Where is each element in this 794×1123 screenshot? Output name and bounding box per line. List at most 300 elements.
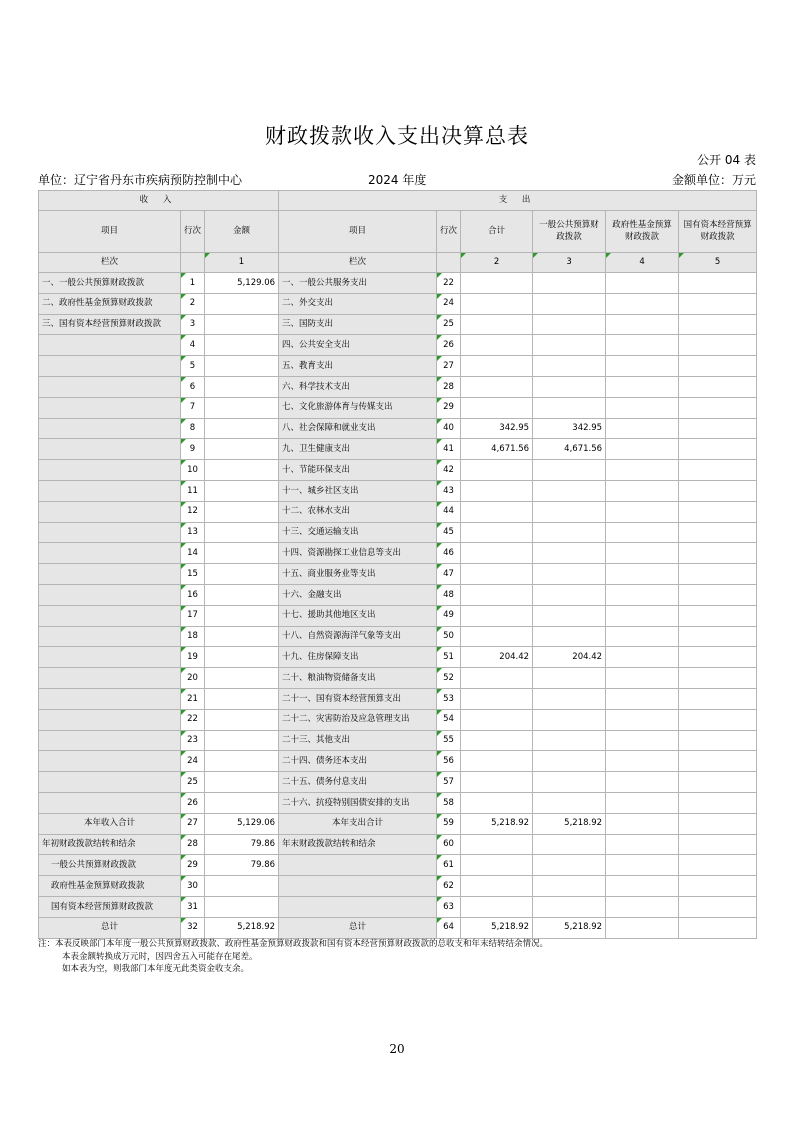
expense-gov-fund	[606, 730, 679, 751]
income-amount: 79.86	[205, 834, 279, 855]
col-income-line-no: 行次	[181, 211, 205, 253]
income-line-no: 26	[181, 792, 205, 813]
table-row	[39, 314, 757, 335]
income-amount	[205, 314, 279, 335]
expense-line-no: 53	[437, 688, 461, 709]
col-state-capital: 国有资本经营预算财政拨款	[679, 211, 757, 253]
table-row	[39, 730, 757, 751]
expense-total: 5,218.92	[461, 917, 533, 938]
table-row	[39, 543, 757, 564]
income-item	[39, 543, 181, 564]
table-row	[39, 626, 757, 647]
budget-table	[38, 190, 757, 939]
income-amount: 79.86	[205, 855, 279, 876]
income-amount	[205, 584, 279, 605]
expense-general	[533, 834, 606, 855]
expense-total	[461, 293, 533, 314]
expense-general	[533, 564, 606, 585]
income-line-no: 16	[181, 584, 205, 605]
expense-state-capital	[679, 668, 757, 689]
income-line-no: 15	[181, 564, 205, 585]
expense-general: 5,218.92	[533, 917, 606, 938]
income-item	[39, 647, 181, 668]
expense-general	[533, 273, 606, 294]
income-line-no: 7	[181, 397, 205, 418]
expense-total	[461, 896, 533, 917]
expense-gov-fund	[606, 543, 679, 564]
col-number: 3	[533, 253, 606, 273]
income-amount	[205, 896, 279, 917]
income-item: 总计	[39, 917, 181, 938]
expense-gov-fund	[606, 668, 679, 689]
table-row	[39, 460, 757, 481]
income-line-no: 21	[181, 688, 205, 709]
expense-item: 七、文化旅游体育与传媒支出	[279, 397, 437, 418]
expense-state-capital	[679, 439, 757, 460]
income-header: 收 入	[39, 191, 279, 211]
expense-state-capital	[679, 418, 757, 439]
expense-item	[279, 855, 437, 876]
expense-gov-fund	[606, 418, 679, 439]
income-item	[39, 584, 181, 605]
expense-general	[533, 668, 606, 689]
income-amount	[205, 397, 279, 418]
expense-line-no: 44	[437, 501, 461, 522]
income-item	[39, 792, 181, 813]
expense-line-no: 51	[437, 647, 461, 668]
expense-gov-fund	[606, 356, 679, 377]
income-line-no: 30	[181, 876, 205, 897]
income-line-no: 27	[181, 813, 205, 834]
table-row	[39, 522, 757, 543]
income-item	[39, 709, 181, 730]
col-number: 栏次	[39, 253, 181, 273]
income-amount	[205, 564, 279, 585]
income-line-no: 8	[181, 418, 205, 439]
note-line: 本表金额转换成万元时，因四舍五入可能存在尾差。	[62, 951, 258, 962]
expense-line-no: 27	[437, 356, 461, 377]
expense-total	[461, 501, 533, 522]
expense-item: 十三、交通运输支出	[279, 522, 437, 543]
table-row	[39, 273, 757, 294]
expense-line-no: 52	[437, 668, 461, 689]
income-item	[39, 501, 181, 522]
income-line-no: 29	[181, 855, 205, 876]
expense-general	[533, 709, 606, 730]
expense-state-capital	[679, 917, 757, 938]
expense-total	[461, 564, 533, 585]
income-item	[39, 668, 181, 689]
expense-line-no: 24	[437, 293, 461, 314]
expense-state-capital	[679, 647, 757, 668]
income-amount: 5,129.06	[205, 273, 279, 294]
table-row	[39, 813, 757, 834]
expense-gov-fund	[606, 896, 679, 917]
expense-state-capital	[679, 273, 757, 294]
table-row	[39, 564, 757, 585]
income-line-no: 14	[181, 543, 205, 564]
expense-general	[533, 501, 606, 522]
expense-item: 五、教育支出	[279, 356, 437, 377]
col-income-amount: 金额	[205, 211, 279, 253]
expense-total	[461, 751, 533, 772]
expense-item: 一、一般公共服务支出	[279, 273, 437, 294]
expense-item: 二十五、债务付息支出	[279, 772, 437, 793]
income-item: 政府性基金预算财政拨款	[39, 876, 181, 897]
expense-total: 4,671.56	[461, 439, 533, 460]
expense-total	[461, 356, 533, 377]
expense-general	[533, 460, 606, 481]
table-row	[39, 397, 757, 418]
table-row	[39, 605, 757, 626]
expense-general	[533, 522, 606, 543]
income-item	[39, 605, 181, 626]
expense-total	[461, 314, 533, 335]
expense-total	[461, 605, 533, 626]
expense-gov-fund	[606, 335, 679, 356]
expense-line-no: 61	[437, 855, 461, 876]
income-line-no: 4	[181, 335, 205, 356]
expense-gov-fund	[606, 751, 679, 772]
income-amount	[205, 751, 279, 772]
income-line-no: 6	[181, 376, 205, 397]
income-item	[39, 688, 181, 709]
income-amount	[205, 501, 279, 522]
col-gov-fund: 政府性基金预算财政拨款	[606, 211, 679, 253]
table-row	[39, 917, 757, 938]
expense-state-capital	[679, 376, 757, 397]
col-number: 4	[606, 253, 679, 273]
income-item: 本年收入合计	[39, 813, 181, 834]
expense-general	[533, 896, 606, 917]
income-amount	[205, 543, 279, 564]
table-row	[39, 335, 757, 356]
income-amount	[205, 356, 279, 377]
expense-item: 二十三、其他支出	[279, 730, 437, 751]
expense-total: 204.42	[461, 647, 533, 668]
expense-gov-fund	[606, 522, 679, 543]
expense-line-no: 29	[437, 397, 461, 418]
expense-total	[461, 273, 533, 294]
income-line-no: 17	[181, 605, 205, 626]
expense-line-no: 64	[437, 917, 461, 938]
expense-item: 十一、城乡社区支出	[279, 480, 437, 501]
expense-item: 十六、金融支出	[279, 584, 437, 605]
income-amount	[205, 480, 279, 501]
expense-item: 十、节能环保支出	[279, 460, 437, 481]
income-item: 三、国有资本经营预算财政拨款	[39, 314, 181, 335]
note-line: 注：本表反映部门本年度一般公共预算财政拨款、政府性基金预算财政拨款和国有资本经营预算财政拨款的总收支和年末结转结余情况。	[38, 939, 549, 949]
income-line-no: 9	[181, 439, 205, 460]
header-row-columns	[39, 211, 757, 253]
expense-item: 八、社会保障和就业支出	[279, 418, 437, 439]
expense-state-capital	[679, 314, 757, 335]
table-row	[39, 647, 757, 668]
income-amount	[205, 418, 279, 439]
income-amount	[205, 376, 279, 397]
income-amount	[205, 605, 279, 626]
expense-total: 5,218.92	[461, 813, 533, 834]
expense-gov-fund	[606, 293, 679, 314]
expense-line-no: 25	[437, 314, 461, 335]
expense-general	[533, 376, 606, 397]
col-number: 1	[205, 253, 279, 273]
expense-general	[533, 772, 606, 793]
expense-general	[533, 626, 606, 647]
expense-gov-fund	[606, 876, 679, 897]
expense-state-capital	[679, 834, 757, 855]
expense-gov-fund	[606, 314, 679, 335]
expense-item: 三、国防支出	[279, 314, 437, 335]
income-item	[39, 418, 181, 439]
income-line-no: 5	[181, 356, 205, 377]
expense-general	[533, 688, 606, 709]
income-amount	[205, 335, 279, 356]
col-number: 5	[679, 253, 757, 273]
expense-line-no: 42	[437, 460, 461, 481]
table-row	[39, 439, 757, 460]
income-line-no: 1	[181, 273, 205, 294]
year-label: 2024 年度	[368, 173, 427, 187]
expense-general	[533, 314, 606, 335]
header-row-sections	[39, 191, 757, 211]
expense-line-no: 54	[437, 709, 461, 730]
notes	[38, 938, 548, 976]
income-line-no: 18	[181, 626, 205, 647]
income-item	[39, 772, 181, 793]
expense-line-no: 63	[437, 896, 461, 917]
table-row	[39, 772, 757, 793]
income-amount	[205, 772, 279, 793]
expense-total	[461, 543, 533, 564]
expense-item: 本年支出合计	[279, 813, 437, 834]
income-amount	[205, 626, 279, 647]
table-row	[39, 751, 757, 772]
expense-gov-fund	[606, 564, 679, 585]
income-item: 一般公共预算财政拨款	[39, 855, 181, 876]
table-row	[39, 501, 757, 522]
expense-gov-fund	[606, 460, 679, 481]
income-line-no: 13	[181, 522, 205, 543]
expense-general: 204.42	[533, 647, 606, 668]
expense-gov-fund	[606, 397, 679, 418]
expense-total	[461, 876, 533, 897]
expense-state-capital	[679, 584, 757, 605]
expense-state-capital	[679, 293, 757, 314]
income-line-no: 11	[181, 480, 205, 501]
expense-general	[533, 855, 606, 876]
expense-item: 总计	[279, 917, 437, 938]
expense-general: 5,218.92	[533, 813, 606, 834]
table-row	[39, 688, 757, 709]
income-line-no: 23	[181, 730, 205, 751]
expense-state-capital	[679, 626, 757, 647]
expense-line-no: 59	[437, 813, 461, 834]
expense-general	[533, 335, 606, 356]
income-item: 二、政府性基金预算财政拨款	[39, 293, 181, 314]
expense-line-no: 45	[437, 522, 461, 543]
expense-general	[533, 792, 606, 813]
income-amount	[205, 730, 279, 751]
expense-total	[461, 376, 533, 397]
expense-item: 二、外交支出	[279, 293, 437, 314]
expense-state-capital	[679, 688, 757, 709]
income-line-no: 19	[181, 647, 205, 668]
expense-gov-fund	[606, 626, 679, 647]
expense-state-capital	[679, 792, 757, 813]
expense-state-capital	[679, 709, 757, 730]
expense-total	[461, 855, 533, 876]
income-line-no: 2	[181, 293, 205, 314]
expense-gov-fund	[606, 917, 679, 938]
col-income-item: 项目	[39, 211, 181, 253]
expense-gov-fund	[606, 834, 679, 855]
table-row	[39, 418, 757, 439]
expense-total	[461, 584, 533, 605]
col-total: 合计	[461, 211, 533, 253]
expense-item: 十九、住房保障支出	[279, 647, 437, 668]
expense-item: 十八、自然资源海洋气象等支出	[279, 626, 437, 647]
income-item	[39, 335, 181, 356]
expense-item: 二十四、债务还本支出	[279, 751, 437, 772]
col-number	[437, 253, 461, 273]
expense-total	[461, 688, 533, 709]
expense-line-no: 43	[437, 480, 461, 501]
unit-label: 单位：辽宁省丹东市疾病预防控制中心	[38, 173, 243, 187]
expense-line-no: 55	[437, 730, 461, 751]
expense-general	[533, 730, 606, 751]
expense-total	[461, 834, 533, 855]
expense-item: 六、科学技术支出	[279, 376, 437, 397]
expense-state-capital	[679, 460, 757, 481]
expense-line-no: 22	[437, 273, 461, 294]
income-item	[39, 480, 181, 501]
expense-line-no: 49	[437, 605, 461, 626]
income-item	[39, 522, 181, 543]
income-line-no: 3	[181, 314, 205, 335]
table-row	[39, 293, 757, 314]
expense-gov-fund	[606, 647, 679, 668]
expense-state-capital	[679, 543, 757, 564]
expense-item: 二十二、灾害防治及应急管理支出	[279, 709, 437, 730]
expense-total	[461, 709, 533, 730]
expense-general	[533, 876, 606, 897]
expense-gov-fund	[606, 792, 679, 813]
table-row	[39, 855, 757, 876]
expense-total	[461, 772, 533, 793]
expense-line-no: 26	[437, 335, 461, 356]
table-row	[39, 792, 757, 813]
expense-state-capital	[679, 356, 757, 377]
expense-state-capital	[679, 772, 757, 793]
expense-header: 支 出	[279, 191, 757, 211]
expense-line-no: 28	[437, 376, 461, 397]
page-number: 20	[389, 1042, 405, 1056]
income-amount	[205, 293, 279, 314]
income-line-no: 31	[181, 896, 205, 917]
expense-general: 342.95	[533, 418, 606, 439]
income-amount: 5,218.92	[205, 917, 279, 938]
income-line-no: 22	[181, 709, 205, 730]
income-line-no: 12	[181, 501, 205, 522]
expense-line-no: 41	[437, 439, 461, 460]
expense-state-capital	[679, 730, 757, 751]
income-line-no: 24	[181, 751, 205, 772]
expense-gov-fund	[606, 273, 679, 294]
expense-gov-fund	[606, 439, 679, 460]
expense-general	[533, 605, 606, 626]
col-expense-item: 项目	[279, 211, 437, 253]
income-item	[39, 439, 181, 460]
income-amount	[205, 668, 279, 689]
expense-gov-fund	[606, 480, 679, 501]
expense-item: 年末财政拨款结转和结余	[279, 834, 437, 855]
income-amount	[205, 647, 279, 668]
expense-line-no: 47	[437, 564, 461, 585]
income-amount	[205, 792, 279, 813]
expense-total: 342.95	[461, 418, 533, 439]
income-line-no: 20	[181, 668, 205, 689]
form-number: 公开 04 表	[697, 153, 756, 167]
expense-state-capital	[679, 397, 757, 418]
income-item: 年初财政拨款结转和结余	[39, 834, 181, 855]
expense-state-capital	[679, 522, 757, 543]
expense-line-no: 58	[437, 792, 461, 813]
table-row	[39, 668, 757, 689]
table-row	[39, 876, 757, 897]
expense-total	[461, 792, 533, 813]
income-item	[39, 397, 181, 418]
page-title: 财政拨款收入支出决算总表	[265, 124, 529, 148]
income-amount	[205, 460, 279, 481]
expense-line-no: 56	[437, 751, 461, 772]
expense-line-no: 48	[437, 584, 461, 605]
expense-item: 四、公共安全支出	[279, 335, 437, 356]
income-item	[39, 460, 181, 481]
table-row	[39, 356, 757, 377]
expense-state-capital	[679, 501, 757, 522]
expense-gov-fund	[606, 605, 679, 626]
expense-line-no: 60	[437, 834, 461, 855]
money-unit-label: 金额单位：万元	[671, 173, 756, 187]
expense-gov-fund	[606, 376, 679, 397]
expense-state-capital	[679, 751, 757, 772]
expense-item	[279, 876, 437, 897]
income-amount	[205, 439, 279, 460]
income-item	[39, 564, 181, 585]
expense-general	[533, 480, 606, 501]
income-item: 国有资本经营预算财政拨款	[39, 896, 181, 917]
income-amount: 5,129.06	[205, 813, 279, 834]
expense-line-no: 50	[437, 626, 461, 647]
expense-state-capital	[679, 876, 757, 897]
expense-item: 十五、商业服务业等支出	[279, 564, 437, 585]
expense-item: 二十、粮油物资储备支出	[279, 668, 437, 689]
col-number: 2	[461, 253, 533, 273]
expense-state-capital	[679, 564, 757, 585]
table-row	[39, 480, 757, 501]
expense-item	[279, 896, 437, 917]
income-item	[39, 751, 181, 772]
expense-item: 十二、农林水支出	[279, 501, 437, 522]
note-line: 如本表为空，则我部门本年度无此类资金收支余。	[62, 964, 250, 974]
expense-item: 二十一、国有资本经营预算支出	[279, 688, 437, 709]
expense-line-no: 46	[437, 543, 461, 564]
expense-item: 十七、援助其他地区支出	[279, 605, 437, 626]
income-line-no: 25	[181, 772, 205, 793]
expense-state-capital	[679, 813, 757, 834]
expense-gov-fund	[606, 709, 679, 730]
